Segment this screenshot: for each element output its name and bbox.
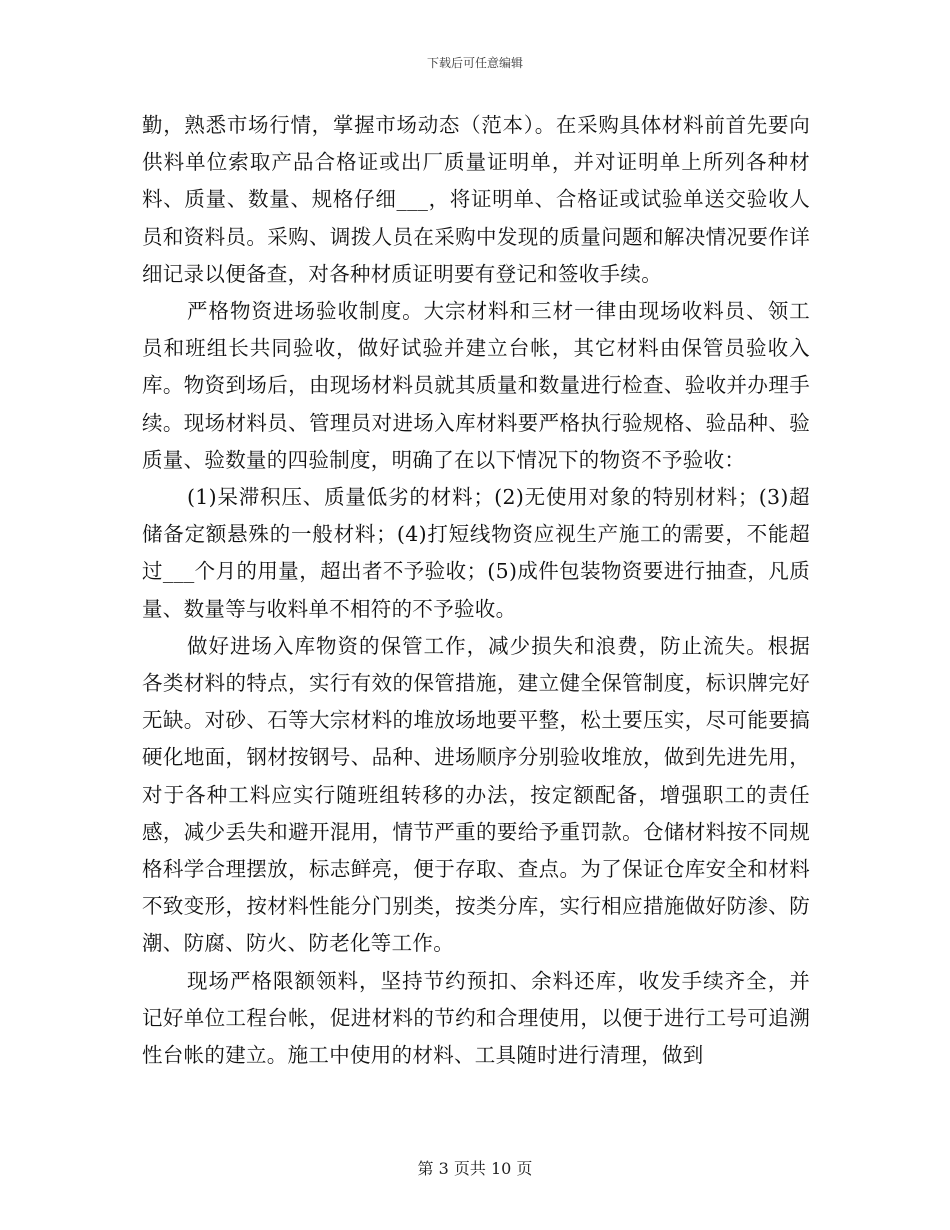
document-body [142, 107, 810, 1074]
paragraph-storage: 做好进场入库物资的保管工作，减少损失和浪费，防止流失。根据各类材料的特点，实行有效的保管措施，建立健全保管制度，标识牌完好无缺。对砂、石等大宗材料的堆放场地要平整，松土要压实，尽可能要搞硬化地面，钢材按钢号、品种、进场顺序分别验收堆放，做到先进先用，对于各种工料应实行随班组转移的办法，按定额配备，增强职工的责任感，减少丢失和避开混用，情节严重的要给予重罚款。仓储材料按不同规格科学合理摆放，标志鲜亮，便于存取、查点。为了保证仓库安全和材料不致变形，按材料性能分门别类，按类分库，实行相应措施做好防渗、防潮、防腐、防火、防老化等工作。 [142, 633, 810, 956]
paragraph-acceptance-system: 严格物资进场验收制度。大宗材料和三材一律由现场收料员、领工员和班组长共同验收，做好试验并建立台帐，其它材料由保管员验收入库。物资到场后，由现场材料员就其质量和数量进行检查、验收并办理手续。现场材料员、管理员对进场入库材料要严格执行验规格、验品种、验质量、验数量的四验制度，明确了在以下情况下的物资不予验收： [142, 299, 810, 472]
paragraph-rejection-list: (1)呆滞积压、质量低劣的材料；(2)无使用对象的特别材料；(3)超储备定额悬殊的一般材料；(4)打短线物资应视生产施工的需要，不能超过___个月的用量，超出者不予验收；(5)成件包装物资要进行抽查，凡质量、数量等与收料单不相符的不予验收。 [142, 485, 810, 621]
paragraph-procurement: 勤，熟悉市场行情，掌握市场动态（范本）。在采购具体材料前首先要向供料单位索取产品合格证或出厂质量证明单，并对证明单上所列各种材料、质量、数量、规格仔细___，将证明单、合格证或试验单送交验收人员和资料员。采购、调拨人员在采购中发现的质量问题和解决情况要作详细记录以便备查，对各种材质证明要有登记和签收手续。 [142, 113, 810, 286]
paragraph-quota-issuance: 现场严格限额领料，坚持节约预扣、余料还库，收发手续齐全，并记好单位工程台帐，促进材料的节约和合理使用，以便于进行工号可追溯性台帐的建立。施工中使用的材料、工具随时进行清理，做到 [142, 968, 810, 1068]
page-header: 下载后可任意编辑 [426, 56, 523, 70]
page-number: 第 3 页共 10 页 [417, 1159, 533, 1178]
